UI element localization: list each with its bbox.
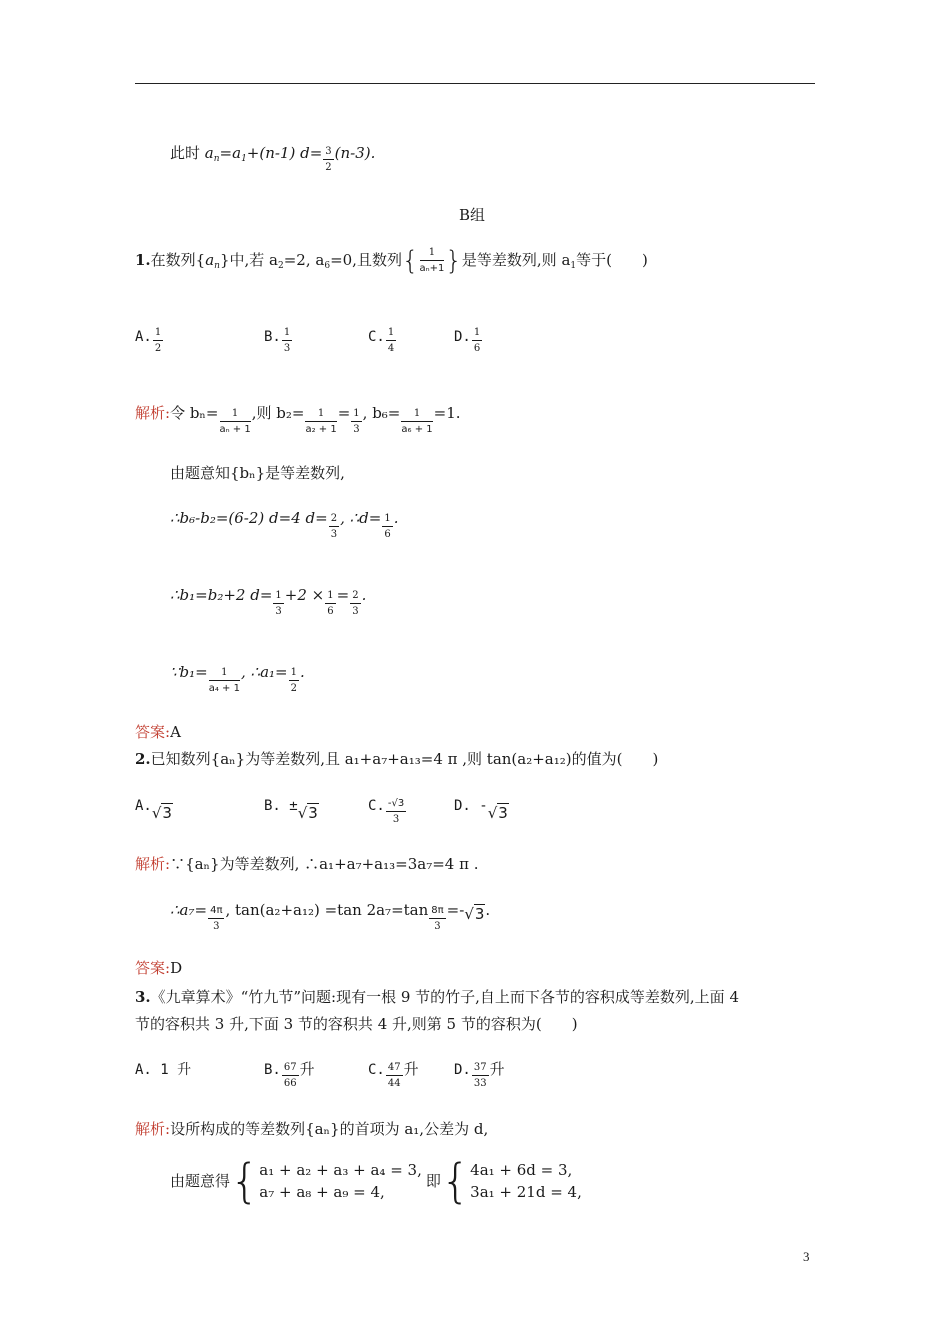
q2-analysis-line2: ∴a₇= $\frac{4\pi}{3}$ , tan(a₂+a₁₂) =tan 2a₇=tan $\frac{8\pi}{3}$ =-√3. — [170, 901, 491, 932]
q3-option-c: C. $\frac{47}{44}$ 升 — [368, 1060, 419, 1089]
equation-system-1: a₁ + a₂ + a₃ + a₄ = 3, a₇ + a₈ + a₉ = 4, — [259, 1161, 422, 1201]
brace-right: } — [445, 246, 462, 276]
q3-analysis-system: 由题意得{ a₁ + a₂ + a₃ + a₄ = 3, a₇ + a₈ + a₉ = 4, 即{ 4a₁ + 6d = 3, 3a₁ + 21d = 4, — [170, 1154, 582, 1208]
q1-analysis-line3: ∴b₆-b₂=(6-2) d=4 d= $\frac{2}{3}$ , ∴d= $\frac{1}{6}$ . — [170, 509, 399, 540]
q1-analysis-line5: ∵b₁= $\frac{1}{\text{a₄ + 1}}$ , ∴a₁= $\frac{1}{2}$ . — [170, 663, 305, 694]
q1-option-b: B. $\frac{1}{3}$ — [264, 327, 291, 354]
brace-left: { — [401, 246, 419, 276]
text: 此时 — [170, 144, 201, 162]
q3-stem-line1: 3.《九章算术》“竹九节”问题:现有一根 9 节的竹子,自上而下各节的容积成等差数列,上面 4 — [135, 988, 739, 1006]
q3-option-a: A. 1 升 — [135, 1062, 192, 1078]
q2-analysis-line1: 解析:∵{aₙ}为等差数列, ∴a₁+a₇+a₁₃=3a₇=4 π . — [135, 855, 479, 873]
q3-stem-line2: 节的容积共 3 升,下面 3 节的容积共 4 升,则第 5 节的容积为( ) — [135, 1015, 578, 1033]
equation-system-2: 4a₁ + 6d = 3, 3a₁ + 21d = 4, — [470, 1161, 582, 1201]
q2-stem: 2.已知数列{aₙ}为等差数列,且 a₁+a₇+a₁₃=4 π ,则 tan(a₂+a₁₂)的值为( ) — [135, 750, 659, 768]
q1-option-a: A. $\frac{1}{2}$ — [135, 327, 162, 354]
q3-number: 3. — [135, 988, 151, 1006]
group-title: B组 — [459, 206, 486, 224]
expr-end: (n-3). — [334, 144, 376, 162]
q1-analysis-line2: 由题意知{bₙ}是等差数列, — [170, 464, 345, 482]
q1-option-c: C. $\frac{1}{4}$ — [368, 327, 395, 354]
q1-analysis-line1: 解析:令 bₙ= $\frac{1}{\text{aₙ + 1}}$ ,则 b₂= $\frac{1}{\text{a₂ + 1}}$ = $\frac{1}{3}$ , b₆= $\frac{1}{\text{a₆ + 1}}$ =1. — [135, 404, 461, 435]
page-number: 3 — [803, 1249, 810, 1264]
q3-option-d: D. $\frac{37}{33}$ 升 — [454, 1060, 505, 1089]
analysis-label: 解析: — [135, 404, 171, 422]
expr: $a_n=a_1+(n-1)$ d= — [204, 144, 323, 164]
q2-option-b: B. ±√3 — [264, 798, 318, 822]
fraction: $\frac{3}{2}$ — [325, 146, 332, 173]
q2-number: 2. — [135, 750, 151, 768]
answer-value: D — [170, 959, 183, 977]
q2-answer — [135, 958, 182, 978]
carryover-line — [170, 143, 375, 173]
brace-left: { — [440, 1154, 471, 1208]
answer-label: 答案: — [135, 723, 171, 741]
q1-number: 1. — [135, 251, 151, 269]
header-rule — [135, 83, 815, 84]
fraction: $\frac{1}{\text{aₙ+1}}$ — [419, 247, 445, 274]
q2-option-c: C. $\frac{-√3}{3}$ — [368, 798, 405, 825]
q1-answer — [135, 722, 181, 742]
answer-value: A — [170, 723, 181, 741]
q1-analysis-line4: ∴b₁=b₂+2 d= $\frac{1}{3}$ +2 × $\frac{1}{6}$ = $\frac{2}{3}$ . — [170, 586, 367, 617]
brace-left: { — [230, 1154, 260, 1208]
analysis-label: 解析: — [135, 855, 171, 873]
q3-analysis-line1: 解析:设所构成的等差数列{aₙ}的首项为 a₁,公差为 d, — [135, 1120, 489, 1138]
answer-label: 答案: — [135, 959, 171, 977]
q3-option-b: B. $\frac{67}{66}$ 升 — [264, 1060, 315, 1089]
q2-option-a: A.√3 — [135, 798, 172, 822]
q1-stem: 1.在数列$\{a_n\}$中,若 $a_2=2$, $a_6=0$,且数列{ $\frac{1}{\text{aₙ+1}}$ }是等差数列,则 $a_1$等于( ) — [135, 246, 648, 276]
q2-option-d: D. -√3 — [454, 798, 508, 822]
analysis-label: 解析: — [135, 1120, 171, 1138]
q1-option-d: D. $\frac{1}{6}$ — [454, 327, 481, 354]
